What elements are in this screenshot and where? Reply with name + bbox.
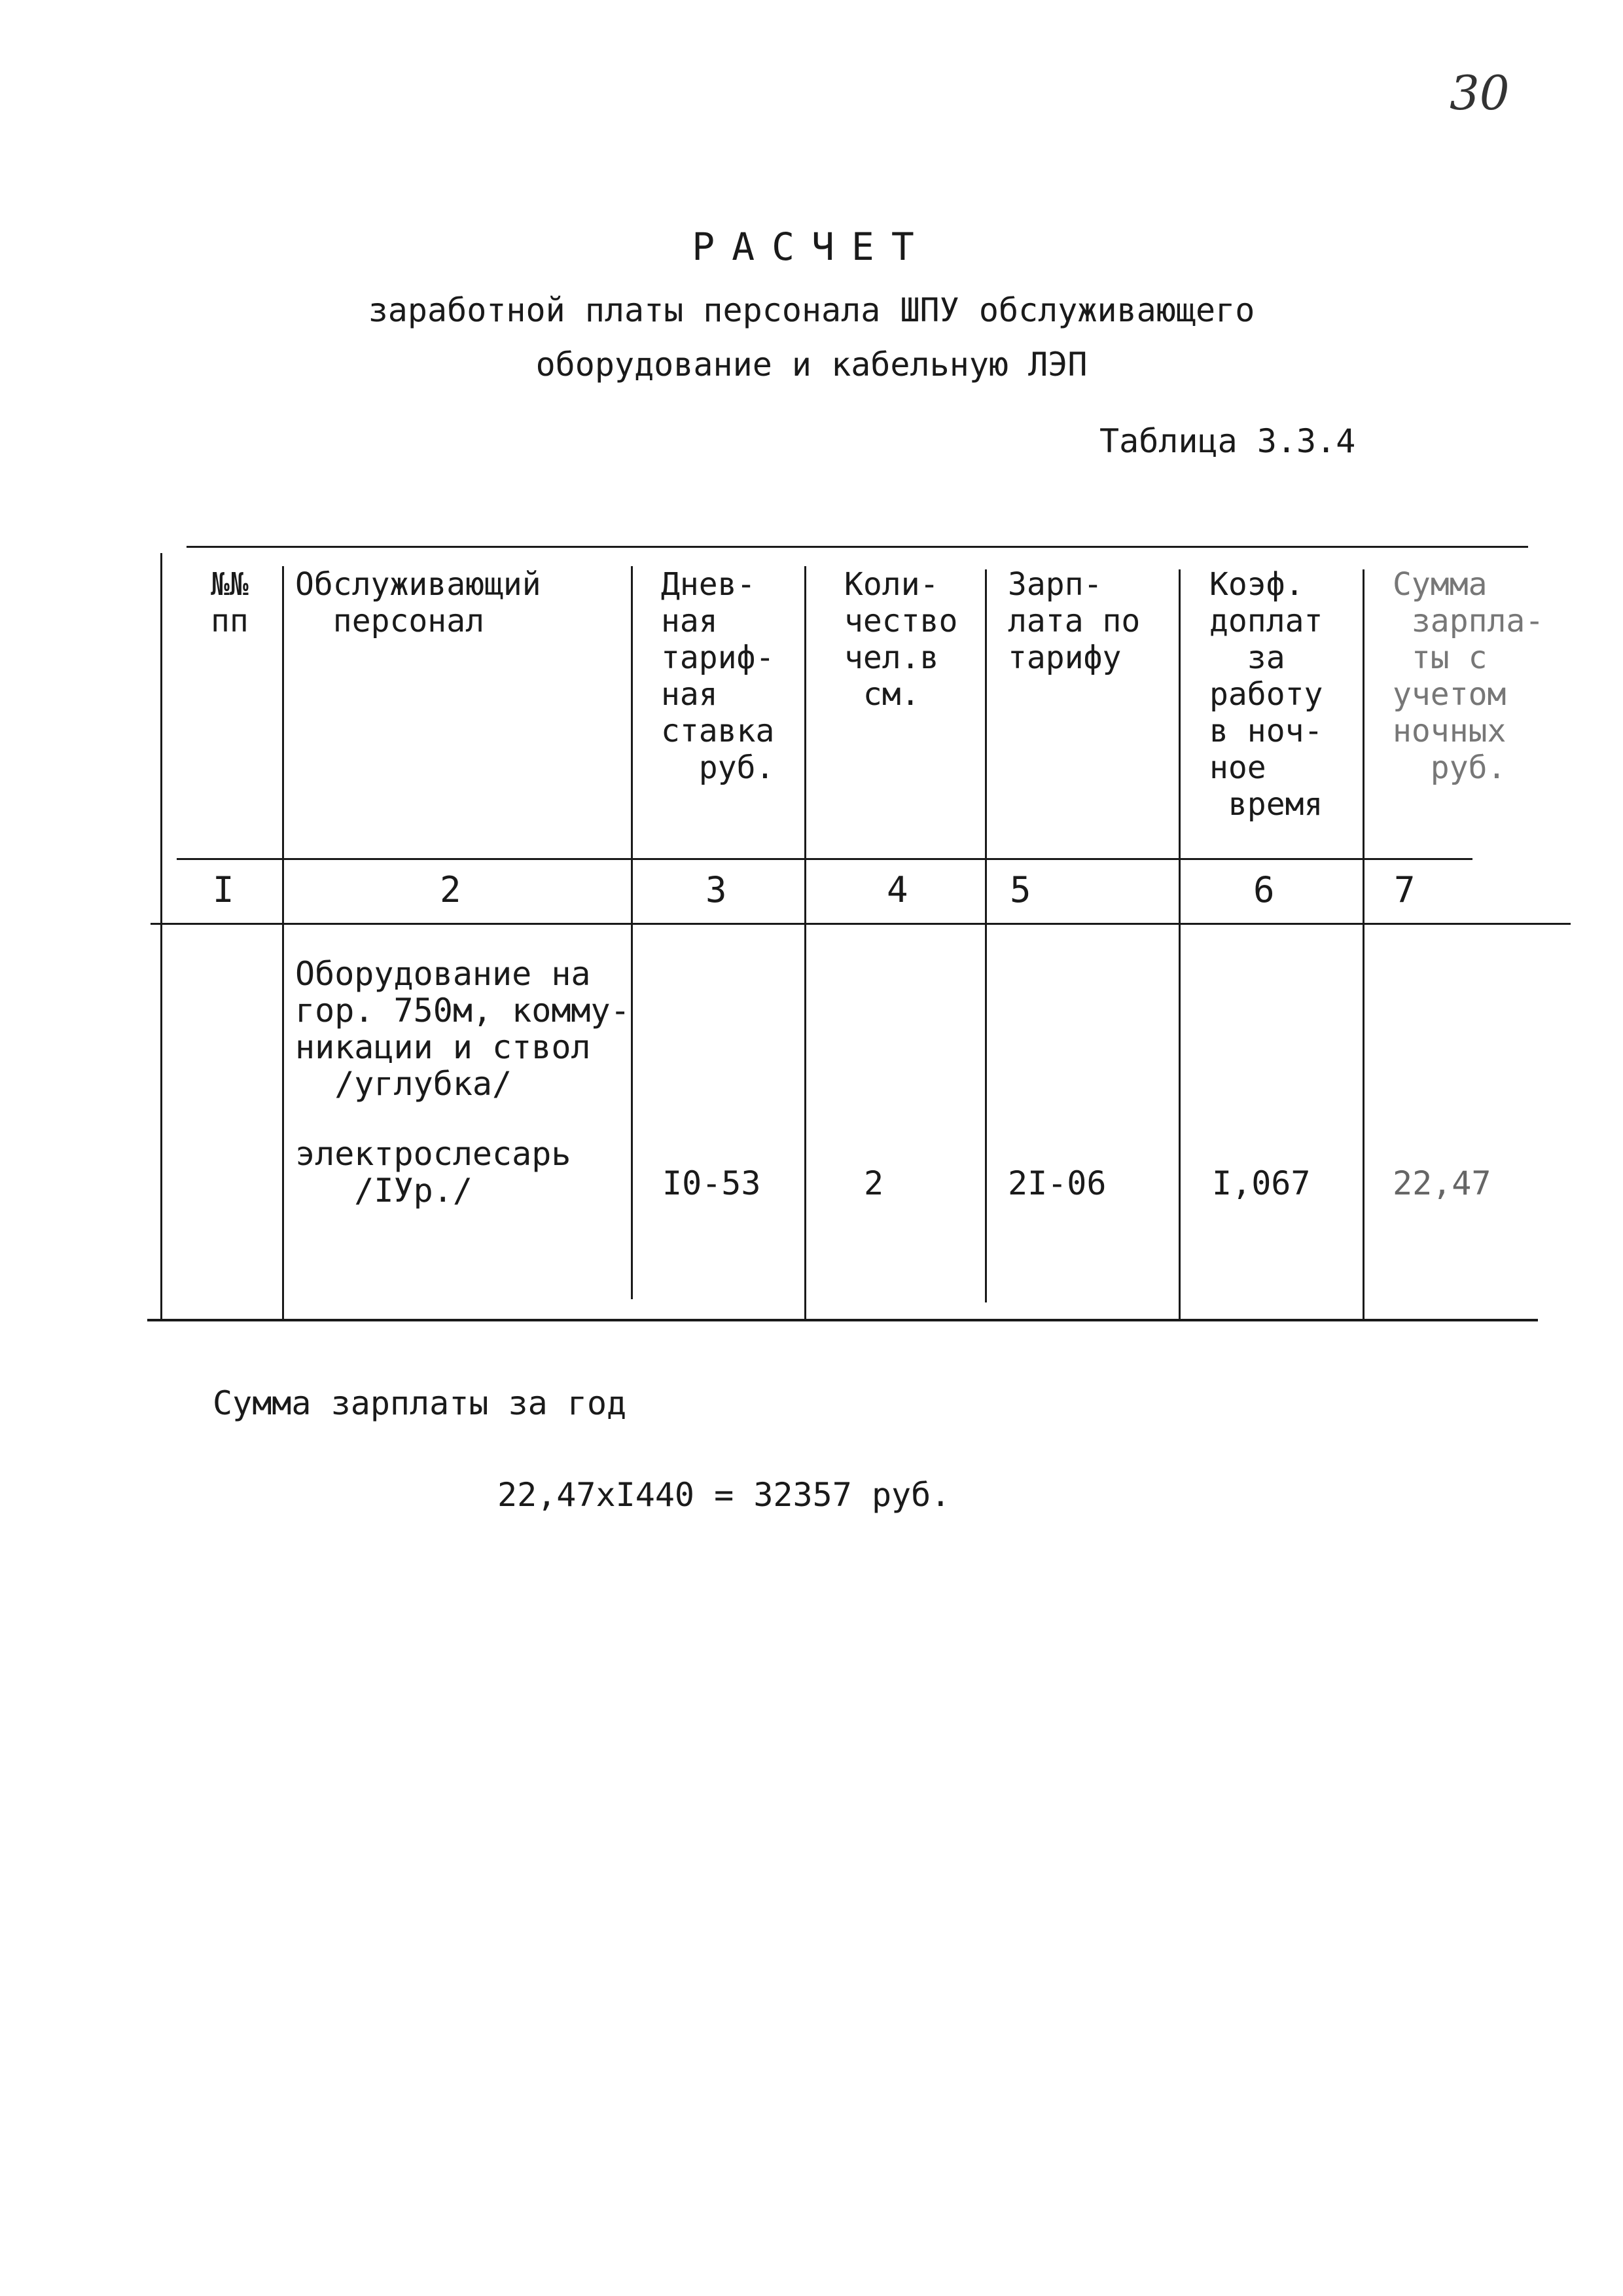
column-number-3: 3	[705, 869, 727, 910]
column-divider-3	[804, 566, 806, 1319]
table-left-border	[160, 553, 162, 1320]
column-divider-2	[631, 566, 633, 1299]
column-number-7: 7	[1394, 869, 1416, 910]
document-subtitle-line-2: оборудование и кабельную ЛЭП	[535, 346, 1088, 384]
column-divider-5	[1179, 569, 1181, 1319]
column-divider-6	[1363, 569, 1364, 1319]
header-personnel: Обслуживающий персонал	[295, 566, 541, 639]
row-night-coefficient: I,067	[1212, 1164, 1311, 1202]
page-number: 30	[1450, 65, 1510, 120]
row-personnel: электрослесарь /IУр./	[295, 1135, 571, 1210]
table-header-bottom-rule	[151, 923, 1571, 925]
header-tariff-pay: Зарп- лата по тарифу	[1008, 566, 1141, 676]
table-label: Таблица 3.3.4	[1099, 422, 1356, 460]
header-people-count: Коли- чество чел.в см.	[844, 566, 958, 713]
header-row-number: №№ пп	[211, 566, 249, 639]
header-night-coefficient: Коэф. доплат за работу в ноч- ное время	[1209, 566, 1323, 823]
section-label: Оборудование на гор. 750м, комму- никации и ствол /углубка/	[295, 955, 630, 1103]
table-column-number-rule	[177, 858, 1472, 860]
column-number-2: 2	[440, 869, 461, 910]
annual-sum-label: Сумма зарплаты за год	[213, 1384, 627, 1422]
row-daily-rate: I0-53	[662, 1164, 761, 1202]
column-number-6: 6	[1253, 869, 1275, 910]
table-bottom-rule	[147, 1319, 1538, 1321]
column-divider-1	[282, 566, 284, 1319]
column-number-5: 5	[1010, 869, 1031, 910]
header-daily-rate: Днев- ная тариф- ная ставка руб.	[661, 566, 775, 786]
column-divider-4	[985, 569, 987, 1302]
table-top-rule	[187, 546, 1528, 548]
row-people-count: 2	[864, 1164, 884, 1202]
document-subtitle-line-1: заработной платы персонала ШПУ обслуживающего	[368, 291, 1255, 329]
annual-sum-formula: 22,47хI440 = 32357 руб.	[497, 1476, 951, 1514]
column-number-4: 4	[887, 869, 908, 910]
row-tariff-pay: 2I-06	[1008, 1164, 1107, 1202]
row-total: 22,47	[1393, 1164, 1491, 1202]
header-total-with-night: Сумма зарпла- ты с учетом ночных руб.	[1393, 566, 1544, 786]
document-title: РАСЧЕТ	[692, 224, 931, 269]
column-number-1: I	[213, 869, 234, 910]
